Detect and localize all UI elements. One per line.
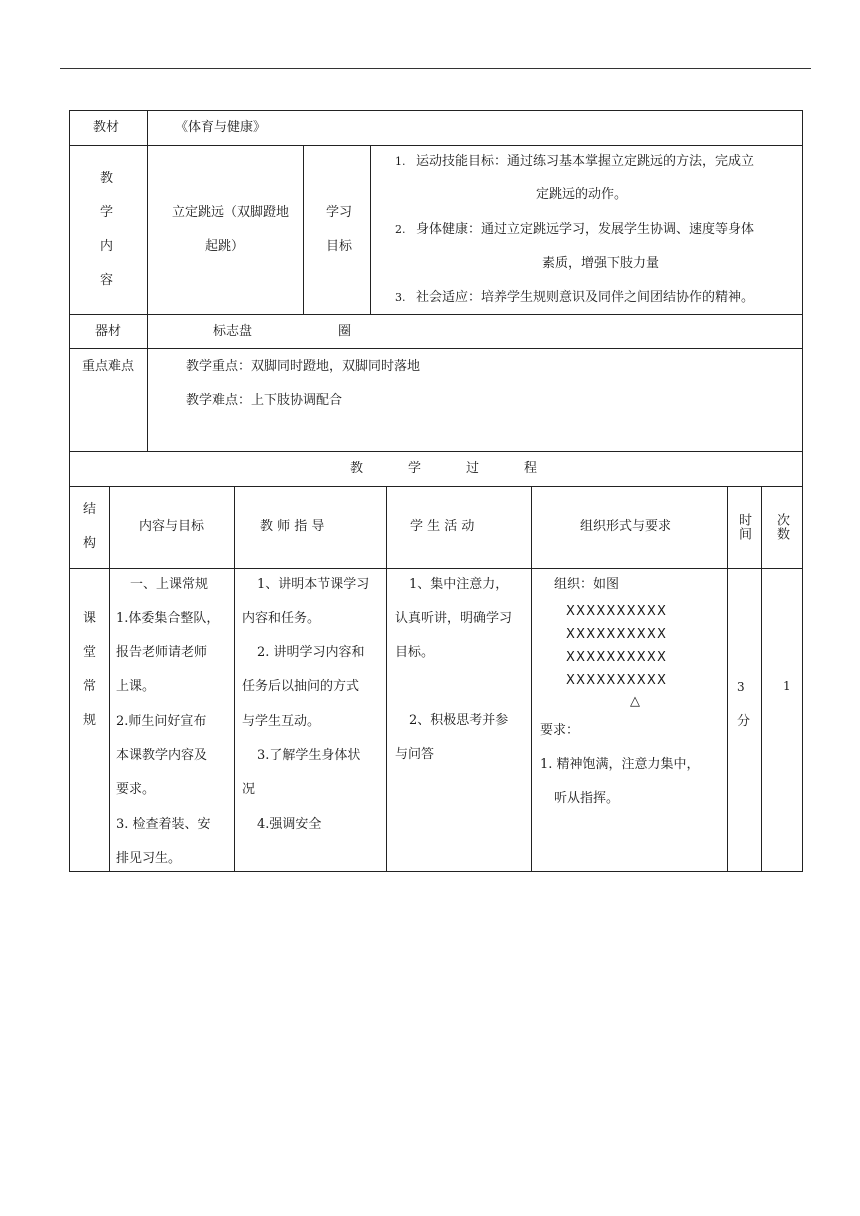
textbook-value: 《体育与健康》 [175,120,267,135]
equipment-label: 器材 [95,324,122,339]
col-time: 时间 [736,513,751,541]
col-count: 次数 [774,513,789,541]
objective-label-line1: 学习 [326,205,353,220]
objective-label-line2: 目标 [326,239,353,254]
equipment-item-marker: 标志盘 [213,324,253,339]
routine-time-value: 3 [737,680,745,694]
col-structure-char1: 结 [83,502,97,517]
col-teacher-guidance: 教 师 指 导 [260,519,325,534]
col-organization: 组织形式与要求 [580,519,672,534]
col-content-goal: 内容与目标 [139,519,205,534]
teaching-content-line1: 立定跳远（双脚蹬地 [172,205,290,220]
difficulty-text: 教学难点：上下肢协调配合 [186,393,343,408]
routine-count-value: 1 [783,679,791,693]
teacher-position-triangle: △ [630,694,640,709]
key-points-label: 重点难点 [82,359,135,374]
equipment-item-hoop: 圈 [338,324,352,339]
col-student-activity: 学 生 活 动 [410,519,475,534]
textbook-label: 教材 [93,120,120,135]
col-structure-char2: 构 [83,536,97,551]
key-point-text: 教学重点：双脚同时蹬地，双脚同时落地 [186,359,421,374]
routine-time-unit: 分 [737,714,751,729]
teaching-content-line2: 起跳） [205,239,245,254]
